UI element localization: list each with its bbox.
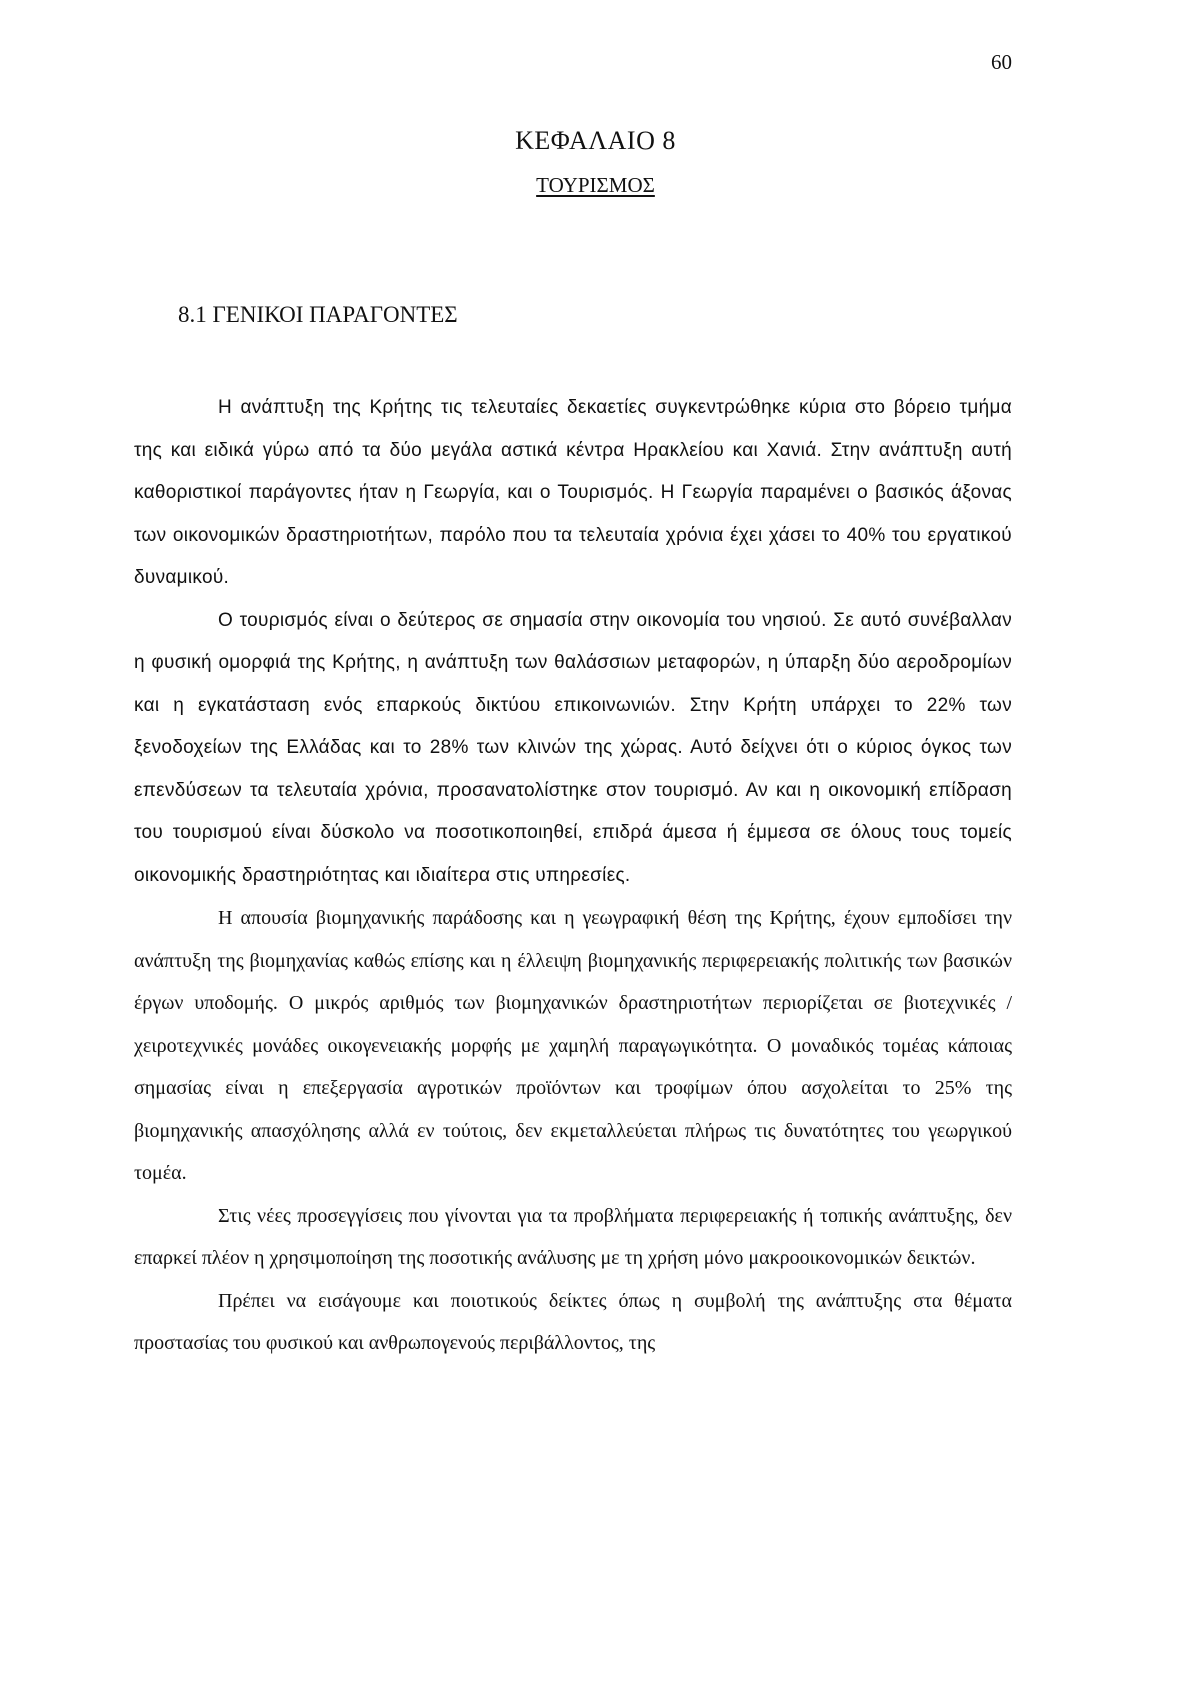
paragraph-industry: Η απουσία βιομηχανικής παράδοσης και η γεωγραφική θέση της Κρήτης, έχουν εμποδίσει την ανάπτυξη της βιομηχανίας καθώς επίσης και η έλλειψη βιομηχανικής περιφερειακής πολιτικής των βασικών έργων υποδομής. Ο μικρός αριθμός των βιομηχανικών δραστηριοτήτων περιορίζεται σε βιοτεχνικές / χειροτεχνικές μονάδες οικογενειακής μορφής με χαμηλή παραγωγικότητα. Ο μοναδικός τομέας κάποιας σημασίας είναι η επεξεργασία αγροτικών προϊόντων και τροφίμων όπου ασχολείται το 25% της βιομηχανικής απασχόλησης αλλά εν τούτοις, δεν εκμεταλλεύεται πλήρως τις δυνατότητες του γεωργικού τομέα.: [134, 907, 1012, 1184]
paragraph-qualitative-indicators: Πρέπει να εισάγουμε και ποιοτικούς δείκτες όπως η συμβολή της ανάπτυξης στα θέματα προστασίας του φυσικού και ανθρωπογενούς περιβάλλοντος, της: [134, 1289, 1012, 1354]
paragraph-development: Η ανάπτυξη της Κρήτης τις τελευταίες δεκαετίες συγκεντρώθηκε κύρια στο βόρειο τμήμα της και ειδικά γύρω από τα δύο μεγάλα αστικά κέντρα Ηρακλείου και Χανιά. Στην ανάπτυξη αυτή καθοριστικοί παράγοντες ήταν η Γεωργία, και ο Τουρισμός. Η Γεωργία παραμένει ο βασικός άξονας των οικονομικών δραστηριοτήτων, παρόλο που τα τελευταία χρόνια έχει χάσει το 40% του εργατικού δυναμικού.: [134, 397, 1012, 588]
chapter-title: ΚΕΦΑΛΑΙΟ 8: [515, 126, 676, 155]
body-text: [134, 387, 1012, 1365]
chapter-subtitle: ΤΟΥΡΙΣΜΟΣ: [536, 173, 655, 197]
paragraph-tourism: Ο τουρισμός είναι ο δεύτερος σε σημασία στην οικονομία του νησιού. Σε αυτό συνέβαλλαν η φυσική ομορφιά της Κρήτης, η ανάπτυξη των θαλάσσιων μεταφορών, η ύπαρξη δύο αεροδρομίων και η εγκατάσταση ενός επαρκούς δικτύου επικοινωνιών. Στην Κρήτη υπάρχει το 22% των ξενοδοχείων της Ελλάδας και το 28% των κλινών της χώρας. Αυτό δείχνει ότι ο κύριος όγκος των επενδύσεων τα τελευταία χρόνια, προσανατολίστηκε στον τουρισμό. Αν και η οικονομική επίδραση του τουρισμού είναι δύσκολο να ποσοτικοποιηθεί, επιδρά άμεσα ή έμμεσα σε όλους τους τομείς οικονομικής δραστηριότητας και ιδιαίτερα στις υπηρεσίες.: [134, 609, 1012, 886]
paragraph-new-approaches: Στις νέες προσεγγίσεις που γίνονται για τα προβλήματα περιφερειακής ή τοπικής ανάπτυξης, δεν επαρκεί πλέον η χρησιμοποίηση της ποσοτικής ανάλυσης με τη χρήση μόνο μακροοικονομικών δεικτών.: [134, 1204, 1012, 1269]
section-heading: 8.1 ΓΕΝΙΚΟΙ ΠΑΡΑΓΟΝΤΕΣ: [178, 302, 458, 327]
page-number: 60: [991, 50, 1012, 74]
